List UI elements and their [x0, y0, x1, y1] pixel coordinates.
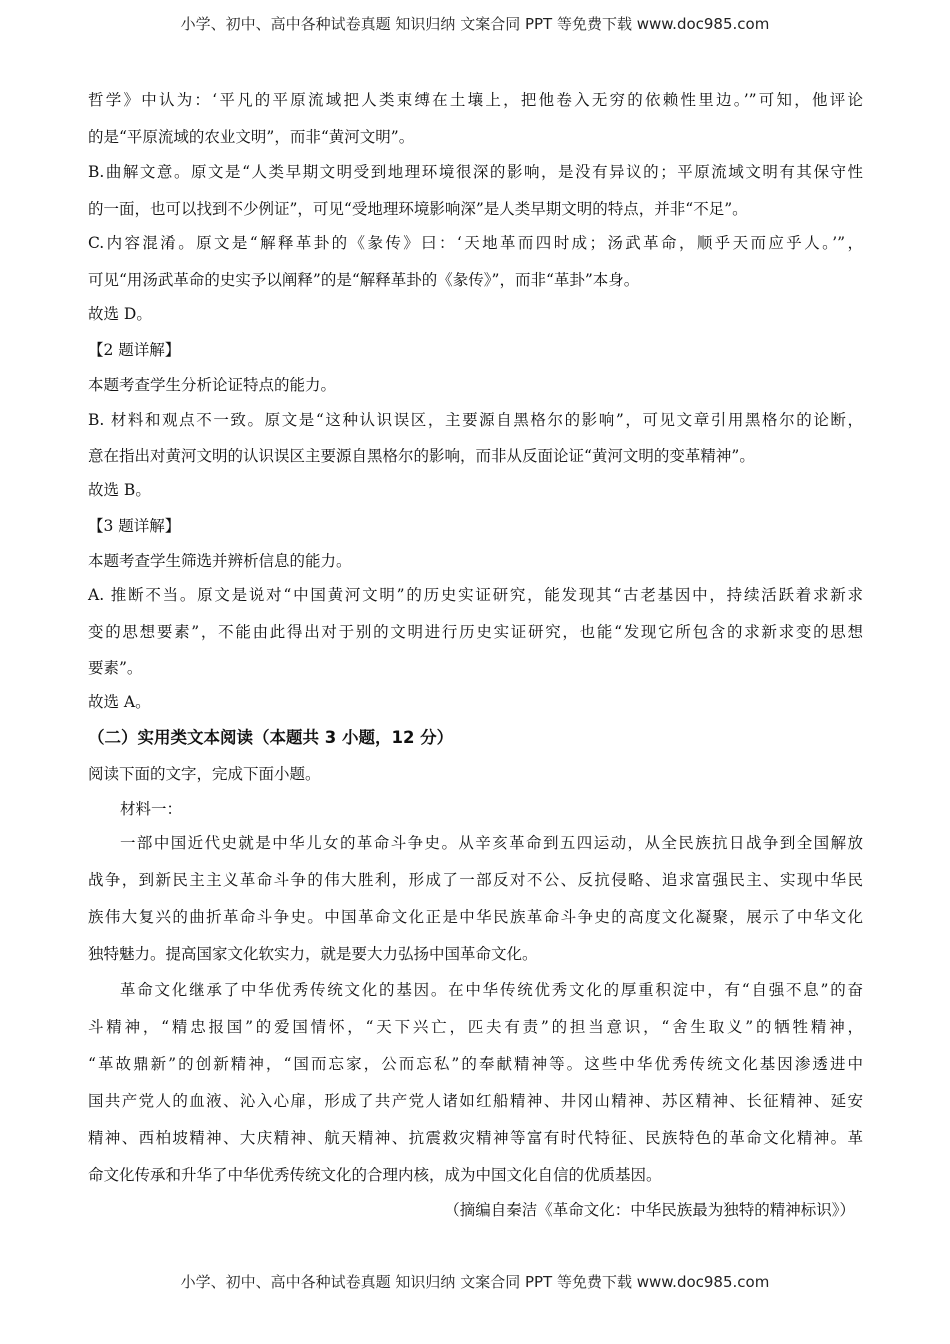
text-line: 本题考查学生筛选并辨析信息的能力。	[88, 552, 352, 570]
text-line: 族伟大复兴的曲折革命斗争史。中国革命文化正是中华民族革命斗争史的高度文化凝聚，展示了中华文化	[88, 908, 863, 926]
section-heading: （二）实用类文本阅读（本题共 3 小题，12 分）	[88, 728, 454, 747]
text-line: 故选 D。	[88, 305, 152, 323]
text-line: 斗精神，“精忠报国”的爱国情怀，“天下兴亡，匹夫有责”的担当意识，“舍生取义”的牺牲精神，	[88, 1018, 863, 1036]
section-title: 【2 题详解】	[88, 341, 181, 359]
text-line: 要素”。	[88, 659, 143, 677]
text-line: 意在指出对黄河文明的认识误区主要源自黑格尔的影响，而非从反面论证“黄河文明的变革精神”。	[88, 447, 755, 465]
text-line: 命文化传承和升华了中华优秀传统文化的合理内核，成为中国文化自信的优质基因。	[88, 1166, 662, 1184]
text-line: 阅读下面的文字，完成下面小题。	[88, 765, 321, 783]
text-line: 的是“平原流域的农业文明”，而非“黄河文明”。	[88, 128, 415, 146]
section-title: 【3 题详解】	[88, 517, 181, 535]
text-line: B.曲解文意。原文是“人类早期文明受到地理环境很深的影响，是没有异议的；平原流域文明有其保守性	[88, 163, 863, 181]
text-line: 哲学》中认为：‘平凡的平原流域把人类束缚在土壤上，把他卷入无穷的依赖性里边。’”可知，他评论	[88, 91, 863, 109]
text-line: “革故鼎新”的创新精神，“国而忘家，公而忘私”的奉献精神等。这些中华优秀传统文化基因渗透进中	[88, 1055, 863, 1073]
text-line: 革命文化继承了中华优秀传统文化的基因。在中华传统优秀文化的厚重积淀中，有“自强不息”的奋	[120, 981, 863, 999]
text-line: 国共产党人的血液、沁入心扉，形成了共产党人诸如红船精神、井冈山精神、苏区精神、长征精神、延安	[88, 1092, 863, 1110]
page-header: 小学、初中、高中各种试卷真题 知识归纳 文案合同 PPT 等免费下载 www.doc985.com	[180, 15, 770, 33]
source-citation: （摘编自秦洁《革命文化：中华民族最为独特的精神标识》）	[444, 1201, 855, 1219]
text-line: B. 材料和观点不一致。原文是“这种认识误区，主要源自黑格尔的影响”，可见文章引用黑格尔的论断，	[88, 411, 863, 429]
text-line: 变的思想要素”，不能由此得出对于别的文明进行历史实证研究，也能“发现它所包含的求新求变的思想	[88, 623, 863, 641]
text-line: C.内容混淆。原文是“解释革卦的《彖传》曰：‘天地革而四时成；汤武革命，顺乎天而应乎人。’”，	[88, 234, 863, 252]
text-line: 一部中国近代史就是中华儿女的革命斗争史。从辛亥革命到五四运动，从全民族抗日战争到全国解放	[120, 834, 863, 852]
text-line: 精神、西柏坡精神、大庆精神、航天精神、抗震救灾精神等富有时代特征、民族特色的革命文化精神。革	[88, 1129, 863, 1147]
text-line: 战争，到新民主主义革命斗争的伟大胜利，形成了一部反对不公、反抗侵略、追求富强民主、实现中华民	[88, 871, 863, 889]
text-line: 独特魅力。提高国家文化软实力，就是要大力弘扬中国革命文化。	[88, 945, 538, 963]
text-line: 故选 B。	[88, 481, 151, 499]
text-line: A. 推断不当。原文是说对“中国黄河文明”的历史实证研究，能发现其“古老基因中，持续活跃着求新求	[88, 586, 863, 604]
text-line: 的一面，也可以找到不少例证”，可见“受地理环境影响深”是人类早期文明的特点，并非“不足”。	[88, 200, 748, 218]
material-label: 材料一：	[120, 800, 183, 818]
text-line: 故选 A。	[88, 693, 151, 711]
text-line: 本题考查学生分析论证特点的能力。	[88, 376, 337, 394]
text-line: 可见“用汤武革命的史实予以阐释”的是“解释革卦的《彖传》”，而非“革卦”本身。	[88, 271, 640, 289]
page-footer: 小学、初中、高中各种试卷真题 知识归纳 文案合同 PPT 等免费下载 www.doc985.com	[180, 1273, 770, 1291]
